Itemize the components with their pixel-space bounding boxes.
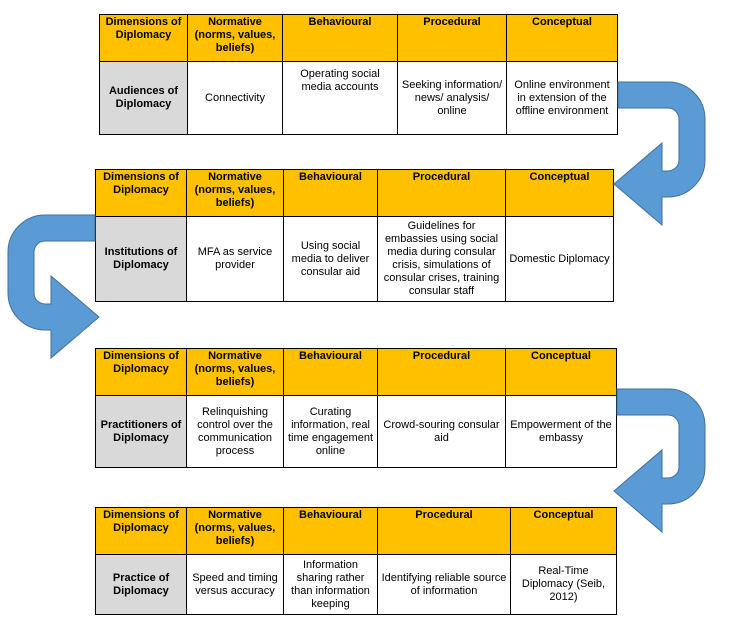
header-conceptual: Conceptual bbox=[506, 349, 617, 396]
cell-behavioural: Using social media to deliver consular aid bbox=[284, 217, 378, 302]
header-behavioural: Behavioural bbox=[283, 15, 398, 62]
row-label: Practitioners of Diplomacy bbox=[96, 396, 187, 468]
curved-arrow-left bbox=[8, 215, 99, 358]
header-procedural: Procedural bbox=[398, 15, 507, 62]
header-normative: Normative (norms, values, beliefs) bbox=[187, 508, 284, 555]
cell-conceptual: Empowerment of the embassy bbox=[506, 396, 617, 468]
row-label: Practice of Diplomacy bbox=[96, 555, 187, 615]
header-conceptual: Conceptual bbox=[506, 170, 614, 217]
cell-normative: Relinquishing control over the communication process bbox=[187, 396, 284, 468]
header-behavioural: Behavioural bbox=[284, 170, 378, 217]
cell-procedural: Crowd-souring consular aid bbox=[378, 396, 506, 468]
cell-behavioural: Information sharing rather than information keeping bbox=[284, 555, 378, 615]
header-behavioural: Behavioural bbox=[284, 508, 378, 555]
cell-normative: MFA as service provider bbox=[187, 217, 284, 302]
header-normative: Normative (norms, values, beliefs) bbox=[187, 170, 284, 217]
curved-arrow-right-1 bbox=[614, 82, 705, 225]
header-procedural: Procedural bbox=[378, 170, 506, 217]
curved-arrow-right-2 bbox=[614, 389, 705, 532]
header-dimensions: Dimensions of Diplomacy bbox=[96, 349, 187, 396]
cell-conceptual: Real-Time Diplomacy (Seib, 2012) bbox=[511, 555, 617, 615]
header-behavioural: Behavioural bbox=[284, 349, 378, 396]
header-dimensions: Dimensions of Diplomacy bbox=[96, 508, 187, 555]
header-procedural: Procedural bbox=[378, 349, 506, 396]
row-label: Audiences of Diplomacy bbox=[100, 62, 188, 135]
header-dimensions: Dimensions of Diplomacy bbox=[100, 15, 188, 62]
header-procedural: Procedural bbox=[378, 508, 511, 555]
cell-conceptual: Online environment in extension of the offline environment bbox=[507, 62, 618, 135]
cell-normative: Connectivity bbox=[188, 62, 283, 135]
header-conceptual: Conceptual bbox=[507, 15, 618, 62]
header-conceptual: Conceptual bbox=[511, 508, 617, 555]
header-dimensions: Dimensions of Diplomacy bbox=[96, 170, 187, 217]
header-normative: Normative (norms, values, beliefs) bbox=[187, 349, 284, 396]
cell-behavioural: Curating information, real time engagement online bbox=[284, 396, 378, 468]
cell-normative: Speed and timing versus accuracy bbox=[187, 555, 284, 615]
cell-procedural: Seeking information/ news/ analysis/ online bbox=[398, 62, 507, 135]
cell-behavioural: Operating social media accounts bbox=[283, 62, 398, 135]
cell-conceptual: Domestic Diplomacy bbox=[506, 217, 614, 302]
header-normative: Normative (norms, values, beliefs) bbox=[188, 15, 283, 62]
cell-procedural: Guidelines for embassies using social media during consular crisis, simulations of consular crises, training consular staff bbox=[378, 217, 506, 302]
row-label: Institutions of Diplomacy bbox=[96, 217, 187, 302]
cell-procedural: Identifying reliable source of information bbox=[378, 555, 511, 615]
